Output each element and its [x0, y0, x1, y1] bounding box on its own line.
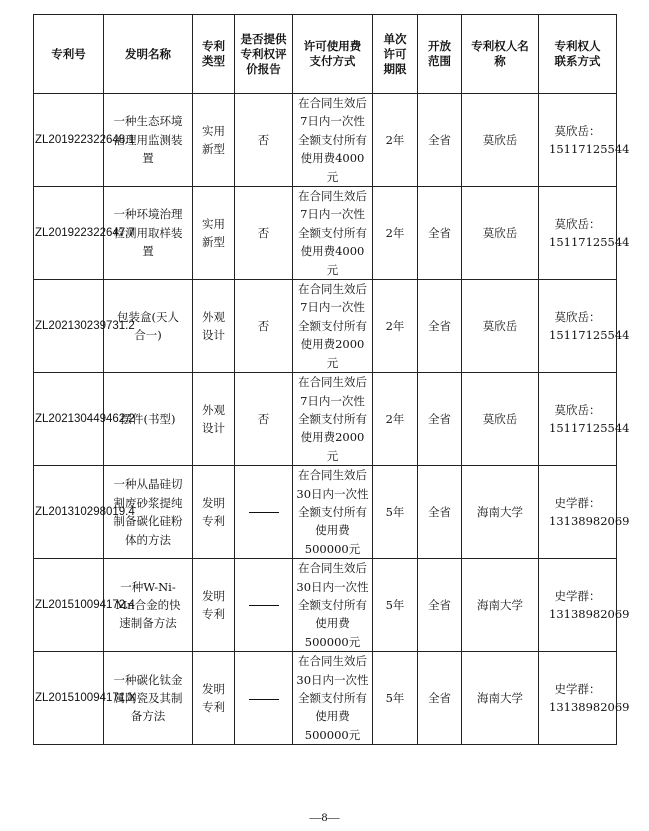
page-number: —8—	[309, 810, 340, 824]
table-row	[34, 280, 617, 373]
header-invention-name: 发明名称	[104, 15, 193, 94]
cell-evaluation-report: 否	[235, 187, 293, 280]
cell-invention-name: 一种W-Ni-Mn合金的快速制备方法	[104, 559, 193, 652]
cell-patent-no: ZL201922322648.1	[34, 94, 104, 187]
cell-evaluation-report: 否	[235, 94, 293, 187]
cell-patent-type: 发明专利	[193, 652, 235, 745]
cell-scope: 全省	[418, 559, 462, 652]
header-patent-type: 专利类型	[193, 15, 235, 94]
table-row	[34, 187, 617, 280]
cell-holder-contact: 史学群：13138982069	[539, 466, 617, 559]
cell-scope: 全省	[418, 280, 462, 373]
cell-holder-contact: 莫欣岳：15117125544	[539, 94, 617, 187]
cell-holder-contact: 莫欣岳：15117125544	[539, 187, 617, 280]
cell-scope: 全省	[418, 187, 462, 280]
cell-payment-method: 在合同生效后7日内一次性全额支付所有使用费4000元	[293, 94, 373, 187]
cell-scope: 全省	[418, 466, 462, 559]
header-scope: 开放范围	[418, 15, 462, 94]
header-holder-contact: 专利权人联系方式	[539, 15, 617, 94]
cell-license-term: 5年	[373, 466, 418, 559]
cell-evaluation-report: 否	[235, 280, 293, 373]
cell-invention-name: 摆件(书型)	[104, 373, 193, 466]
table-row	[34, 466, 617, 559]
cell-patent-no: ZL202130239731.2	[34, 280, 104, 373]
cell-evaluation-report: 否	[235, 373, 293, 466]
cell-holder-name: 海南大学	[462, 466, 539, 559]
table-row	[34, 652, 617, 745]
header-payment-method: 许可使用费支付方式	[293, 15, 373, 94]
cell-license-term: 2年	[373, 187, 418, 280]
header-patent-no: 专利号	[34, 15, 104, 94]
table-header-row	[34, 15, 617, 94]
cell-patent-type: 外观设计	[193, 373, 235, 466]
cell-scope: 全省	[418, 373, 462, 466]
cell-payment-method: 在合同生效后30日内一次性全额支付所有使用费500000元	[293, 652, 373, 745]
cell-evaluation-report	[235, 652, 293, 745]
cell-evaluation-report	[235, 559, 293, 652]
cell-patent-no: ZL201922322647.7	[34, 187, 104, 280]
dash-mark	[249, 699, 279, 700]
cell-invention-name: 包装盒(天人合一)	[104, 280, 193, 373]
cell-license-term: 2年	[373, 373, 418, 466]
cell-holder-contact: 史学群：13138982069	[539, 559, 617, 652]
cell-invention-name: 一种从晶硅切割废砂浆提纯制备碳化硅粉体的方法	[104, 466, 193, 559]
cell-holder-name: 莫欣岳	[462, 187, 539, 280]
table-row	[34, 94, 617, 187]
cell-patent-no: ZL201510094171.X	[34, 652, 104, 745]
cell-holder-contact: 莫欣岳：15117125544	[539, 280, 617, 373]
cell-license-term: 2年	[373, 94, 418, 187]
cell-holder-contact: 莫欣岳：15117125544	[539, 373, 617, 466]
cell-payment-method: 在合同生效后30日内一次性全额支付所有使用费500000元	[293, 559, 373, 652]
cell-holder-name: 莫欣岳	[462, 280, 539, 373]
cell-invention-name: 一种环境治理检测用取样装置	[104, 187, 193, 280]
cell-patent-type: 实用新型	[193, 187, 235, 280]
cell-payment-method: 在合同生效后7日内一次性全额支付所有使用费2000元	[293, 280, 373, 373]
cell-payment-method: 在合同生效后7日内一次性全额支付所有使用费4000元	[293, 187, 373, 280]
cell-holder-contact: 史学群：13138982069	[539, 652, 617, 745]
cell-patent-no: ZL201510094172.4	[34, 559, 104, 652]
dash-mark	[249, 512, 279, 513]
patent-table	[33, 14, 630, 745]
cell-scope: 全省	[418, 94, 462, 187]
header-holder-name: 专利权人名称	[462, 15, 539, 94]
cell-license-term: 5年	[373, 652, 418, 745]
cell-holder-name: 海南大学	[462, 652, 539, 745]
cell-holder-name: 莫欣岳	[462, 373, 539, 466]
cell-holder-name: 莫欣岳	[462, 94, 539, 187]
cell-license-term: 5年	[373, 559, 418, 652]
table-row	[34, 373, 617, 466]
cell-scope: 全省	[418, 652, 462, 745]
cell-payment-method: 在合同生效后7日内一次性全额支付所有使用费2000元	[293, 373, 373, 466]
cell-holder-name: 海南大学	[462, 559, 539, 652]
cell-patent-no: ZL202130449462.2	[34, 373, 104, 466]
cell-patent-type: 发明专利	[193, 559, 235, 652]
cell-invention-name: 一种生态环境治理用监测装置	[104, 94, 193, 187]
cell-patent-no: ZL201310298019.4	[34, 466, 104, 559]
cell-evaluation-report	[235, 466, 293, 559]
cell-license-term: 2年	[373, 280, 418, 373]
cell-payment-method: 在合同生效后30日内一次性全额支付所有使用费500000元	[293, 466, 373, 559]
header-evaluation-report: 是否提供专利权评价报告	[235, 15, 293, 94]
table-row	[34, 559, 617, 652]
cell-patent-type: 发明专利	[193, 466, 235, 559]
cell-patent-type: 外观设计	[193, 280, 235, 373]
dash-mark	[249, 605, 279, 606]
cell-patent-type: 实用新型	[193, 94, 235, 187]
header-license-term: 单次许可期限	[373, 15, 418, 94]
cell-invention-name: 一种碳化钛金属陶瓷及其制备方法	[104, 652, 193, 745]
